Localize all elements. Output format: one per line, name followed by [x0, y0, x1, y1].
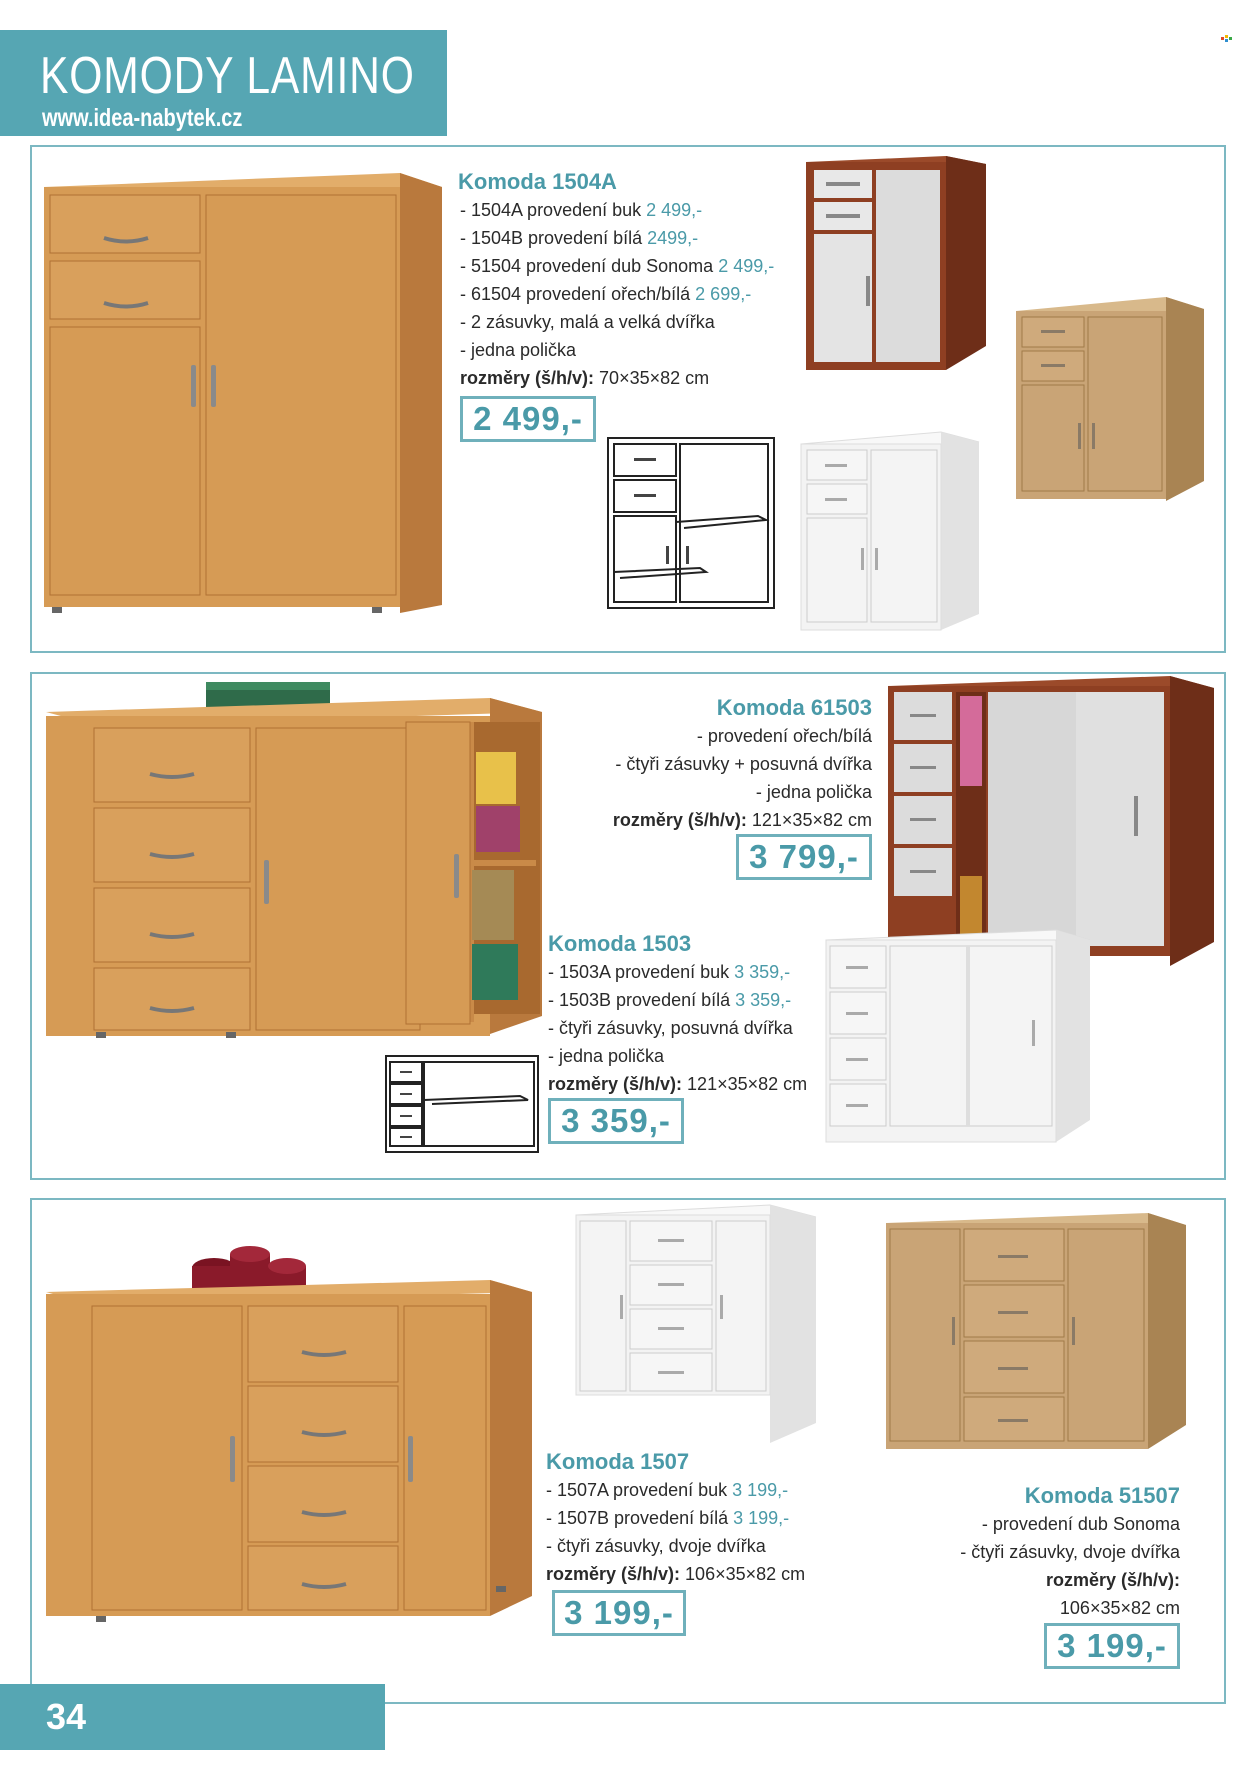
dimensions-label: rozměry (š/h/v): — [1045, 1570, 1180, 1590]
price-tag-51507: 3 199,- — [1044, 1623, 1180, 1669]
spec-line: - jedna polička — [755, 782, 872, 802]
spec-line: - čtyři zásuvky, dvoje dvířka — [960, 1542, 1180, 1562]
product-details-1507 — [546, 1476, 805, 1588]
spec-line: - čtyři zásuvky, posuvná dvířka — [548, 1018, 793, 1038]
product-details-51507 — [880, 1510, 1180, 1622]
spec-line: - čtyři zásuvky + posuvná dvířka — [615, 754, 872, 774]
product-title-1504a: Komoda 1504A — [458, 169, 617, 194]
price-tag-1504a: 2 499,- — [460, 396, 596, 442]
spec-line: - čtyři zásuvky, dvoje dvířka — [546, 1536, 766, 1556]
website-url[interactable]: www.idea-nabytek.cz — [42, 104, 243, 132]
dimensions-line: rozměry (š/h/v): 70×35×82 cm — [460, 368, 710, 388]
dimensions-line: rozměry (š/h/v): 121×35×82 cm — [612, 810, 872, 830]
photo-komoda-61503-walnut-white — [888, 676, 1214, 966]
line-drawing-komoda-1504 — [606, 436, 776, 618]
spec-line: - 1504A provedení buk 2 499,- — [460, 200, 703, 220]
price-tag-1503: 3 359,- — [548, 1098, 684, 1144]
dimensions-line: rozměry (š/h/v): 106×35×82 cm — [546, 1564, 806, 1584]
product-title-61503: Komoda 61503 — [716, 695, 872, 720]
spec-line: - provedení dub Sonoma — [981, 1514, 1180, 1534]
product-details-1503 — [548, 958, 807, 1098]
photo-komoda-1503-beech — [46, 682, 542, 1082]
spec-line: - 2 zásuvky, malá a velká dvířka — [460, 312, 715, 332]
photo-komoda-1503b-white — [826, 930, 1090, 1144]
photo-komoda-1504b-white — [801, 428, 979, 633]
spec-line: - provedení ořech/bílá — [696, 726, 872, 746]
dimensions-line: rozměry (š/h/v): 121×35×82 cm — [548, 1074, 808, 1094]
spec-line: - 1507A provedení buk 3 199,- — [546, 1480, 789, 1500]
photo-komoda-51504-sonoma — [1016, 293, 1204, 503]
product-title-51507: Komoda 51507 — [1024, 1483, 1180, 1508]
photo-komoda-61504-walnut-white — [806, 156, 986, 376]
page-number: 34 — [46, 1696, 87, 1737]
product-title-1503: Komoda 1503 — [548, 931, 692, 956]
line-drawing-komoda-1503 — [384, 1054, 540, 1158]
product-title-1507: Komoda 1507 — [546, 1449, 690, 1474]
photo-komoda-1507-beech — [46, 1246, 532, 1658]
price-tag-1507: 3 199,- — [552, 1590, 686, 1636]
spec-line: - 1507B provedení bílá 3 199,- — [546, 1508, 790, 1528]
spec-line: - 61504 provedení ořech/bílá 2 699,- — [460, 284, 752, 304]
spec-line: - jedna polička — [548, 1046, 665, 1066]
price-tag-61503: 3 799,- — [736, 834, 872, 880]
spec-line: - 1503A provedení buk 3 359,- — [548, 962, 791, 982]
spec-line: - 51504 provedení dub Sonoma 2 499,- — [460, 256, 775, 276]
photo-komoda-1504a-beech — [42, 165, 450, 620]
spec-line: - jedna polička — [460, 340, 577, 360]
product-details-1504a — [460, 196, 774, 392]
dimensions-value: 106×35×82 cm — [1059, 1598, 1180, 1618]
photo-komoda-1507b-white — [576, 1205, 816, 1445]
spec-line: - 1504B provedení bílá 2499,- — [460, 228, 699, 248]
page-title: KOMODY LAMINO — [40, 47, 415, 105]
photo-komoda-51507-sonoma — [886, 1213, 1186, 1449]
product-details-61503 — [570, 722, 872, 834]
logo-dots-icon — [1221, 35, 1233, 43]
spec-line: - 1503B provedení bílá 3 359,- — [548, 990, 792, 1010]
